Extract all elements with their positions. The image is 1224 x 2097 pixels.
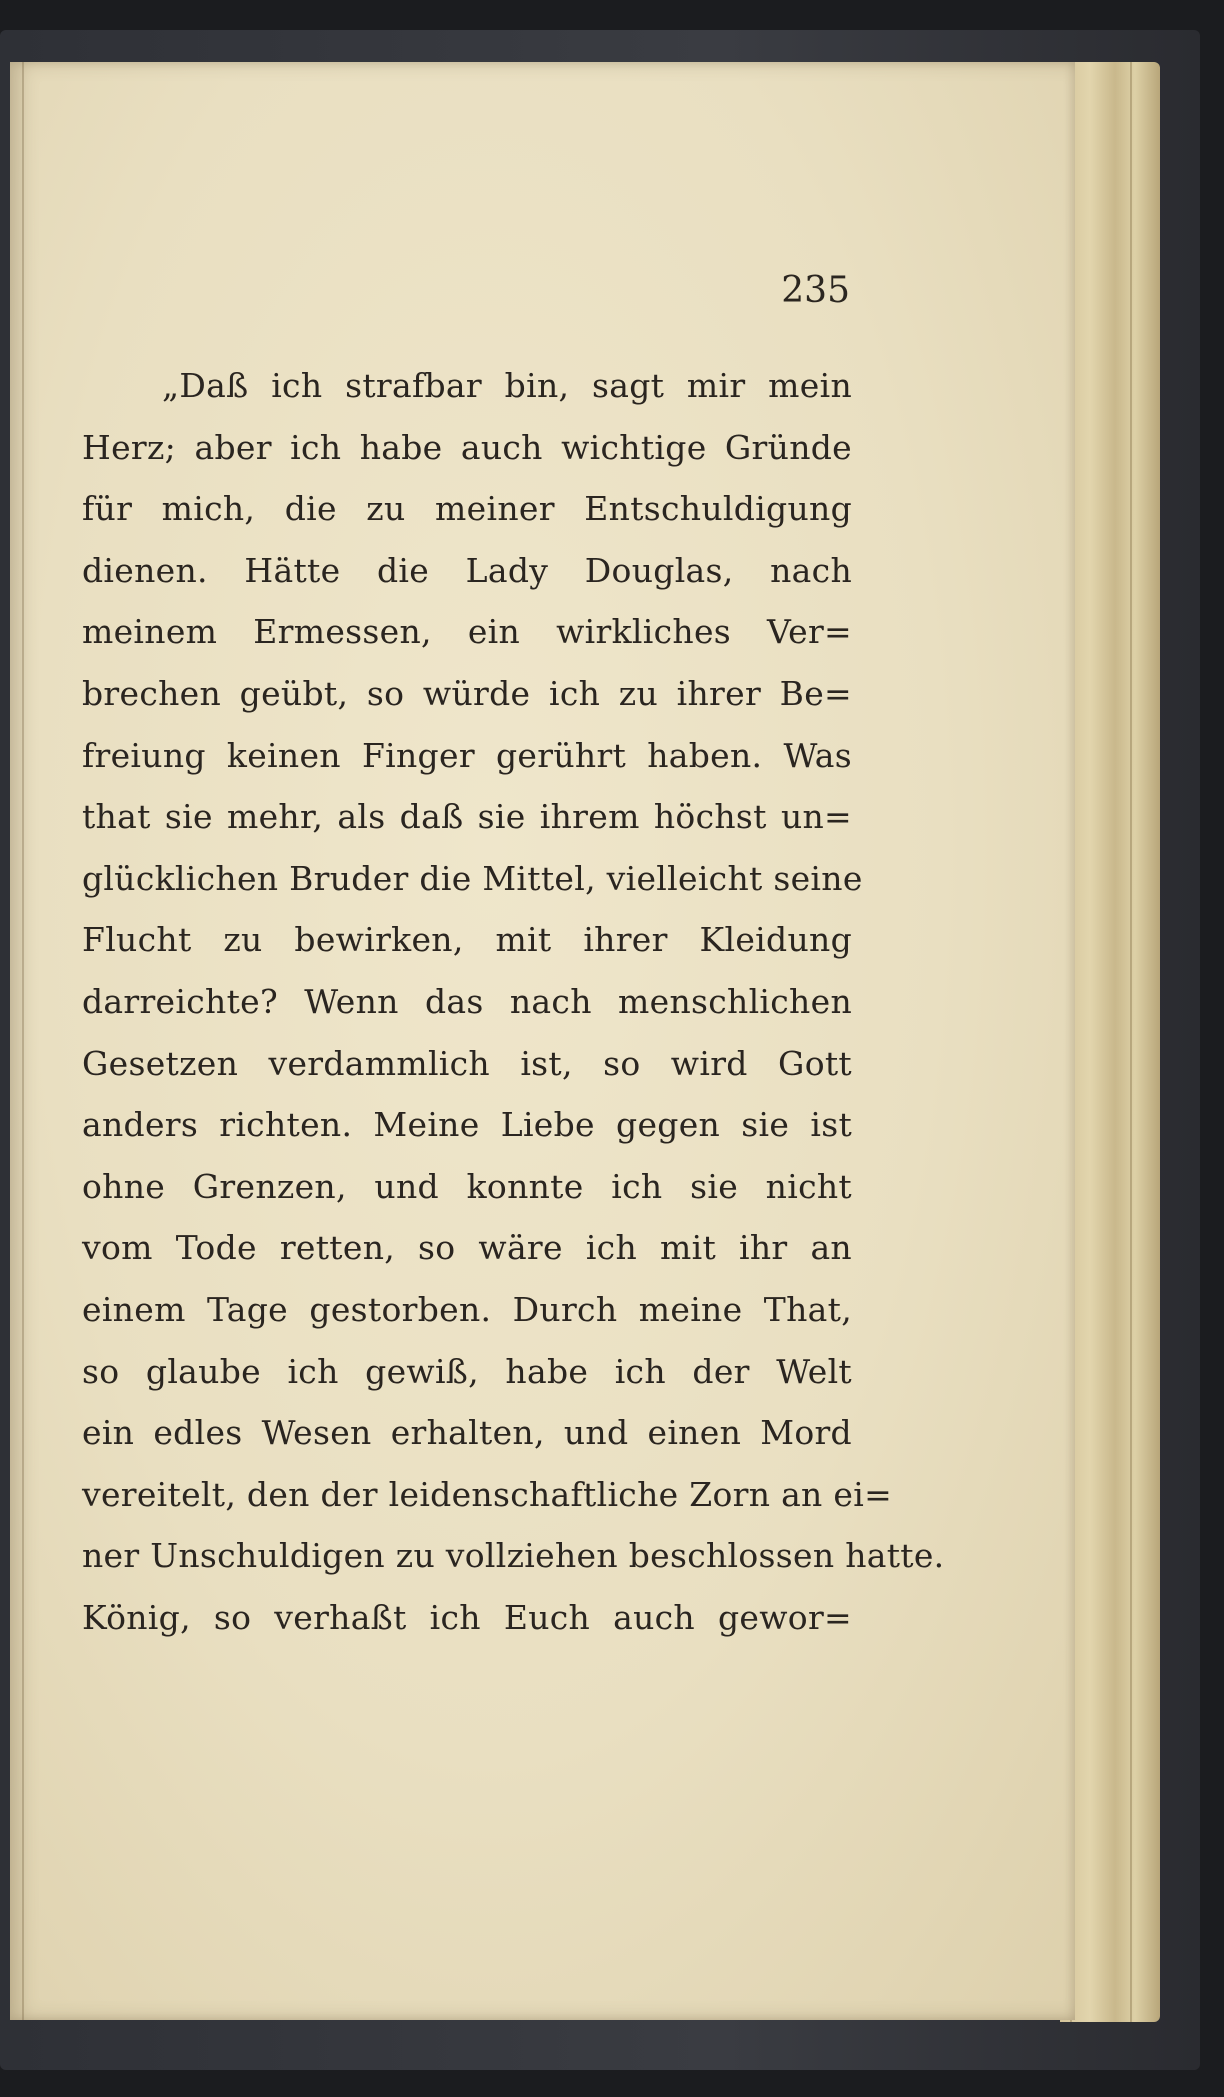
text-line: glücklichen Bruder die Mittel, vielleicht seine bbox=[82, 858, 863, 898]
page-edges bbox=[1060, 62, 1160, 2022]
text-line: darreichte? Wenn das nach menschlichen bbox=[82, 981, 852, 1021]
text-line: that sie mehr, als daß sie ihrem höchst un= bbox=[82, 797, 852, 837]
text-line: freiung keinen Finger gerührt haben. Was bbox=[82, 735, 852, 775]
text-line: einem Tage gestorben. Durch meine That, bbox=[82, 1289, 852, 1329]
text-line: für mich, die zu meiner Entschuldigung bbox=[82, 489, 852, 529]
body-text bbox=[82, 355, 945, 1648]
text-line: meinem Ermessen, ein wirkliches Ver= bbox=[82, 612, 852, 652]
text-line: vom Tode retten, so wäre ich mit ihr an bbox=[82, 1228, 852, 1268]
text-line: anders richten. Meine Liebe gegen sie ist bbox=[82, 1105, 852, 1145]
text-line: brechen geübt, so würde ich zu ihrer Be= bbox=[82, 673, 852, 713]
text-line: Herz; aber ich habe auch wichtige Gründe bbox=[82, 427, 852, 467]
text-line: ner Unschuldigen zu vollziehen beschlossen hatte. bbox=[82, 1536, 945, 1576]
text-line: Flucht zu bewirken, mit ihrer Kleidung bbox=[82, 920, 852, 960]
text-line: „Daß ich strafbar bin, sagt mir mein bbox=[162, 366, 852, 405]
page-gutter bbox=[22, 62, 24, 2020]
text-line: dienen. Hätte die Lady Douglas, nach bbox=[82, 550, 852, 590]
text-line: ohne Grenzen, und konnte ich sie nicht bbox=[82, 1166, 852, 1206]
page-number: 235 bbox=[781, 270, 850, 311]
text-line: König, so verhaßt ich Euch auch gewor= bbox=[82, 1597, 852, 1637]
text-line: ein edles Wesen erhalten, und einen Mord bbox=[82, 1413, 852, 1453]
text-line: vereitelt, den der leidenschaftliche Zorn an ei= bbox=[82, 1474, 893, 1514]
text-line: so glaube ich gewiß, habe ich der Welt bbox=[82, 1351, 852, 1391]
text-line: Gesetzen verdammlich ist, so wird Gott bbox=[82, 1043, 852, 1083]
